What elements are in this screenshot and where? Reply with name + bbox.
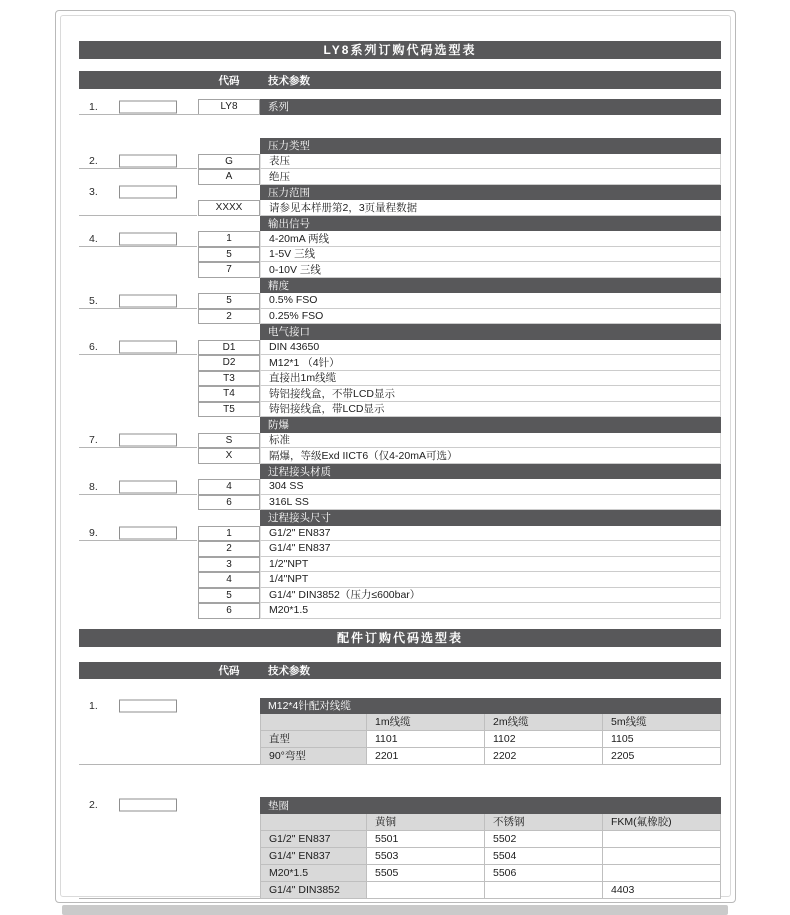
subtable-value-cell: 2205 — [603, 748, 721, 765]
subtable-value-cell — [367, 882, 485, 899]
subtable-value-cell: 2202 — [485, 748, 603, 765]
subtable-label-cell: 90°弯型 — [260, 748, 367, 765]
subtable-value-cell: 1105 — [603, 731, 721, 748]
option-code: 6 — [198, 603, 260, 619]
item-number: 2. — [89, 155, 98, 168]
code-entry-box — [119, 186, 177, 199]
code-entry-box — [119, 155, 177, 168]
option-code: S — [198, 433, 260, 449]
table2-column-header — [79, 662, 721, 679]
spacer — [79, 115, 721, 139]
table-row — [79, 309, 721, 325]
subtable-row — [79, 748, 721, 765]
table-row — [79, 138, 721, 154]
table-row — [79, 200, 721, 216]
table-row — [79, 278, 721, 294]
subtable-value-cell — [603, 831, 721, 848]
section-header: 输出信号 — [260, 216, 721, 232]
table-row — [79, 433, 721, 449]
item-number: 3. — [89, 186, 98, 199]
spacer — [79, 619, 721, 629]
subtable-row — [79, 882, 721, 899]
table-row — [79, 247, 721, 263]
option-text: G1/4" DIN3852（压力≤600bar） — [260, 588, 721, 604]
table-row — [79, 231, 721, 247]
section-header: 电气接口 — [260, 324, 721, 340]
option-text: M12*1 （4针） — [260, 355, 721, 371]
subtable-value-cell: 1102 — [485, 731, 603, 748]
table-row — [79, 154, 721, 170]
separator-line — [79, 898, 260, 899]
subtable-value-cell — [603, 848, 721, 865]
table-row — [79, 603, 721, 619]
accessory-group-row — [79, 797, 721, 814]
option-code: 1 — [198, 526, 260, 542]
option-code: XXXX — [198, 200, 260, 216]
option-text: 0.25% FSO — [260, 309, 721, 325]
code-entry-box — [119, 799, 177, 812]
option-text: 1/2"NPT — [260, 557, 721, 573]
item-number: 5. — [89, 294, 98, 307]
table-row — [79, 371, 721, 387]
option-text: 304 SS — [260, 479, 721, 495]
subtable-header-cell: 2m线缆 — [485, 714, 603, 731]
subtable-header-cell: 1m线缆 — [367, 714, 485, 731]
option-text: G1/4" EN837 — [260, 541, 721, 557]
document-page — [55, 10, 736, 903]
option-code: 1 — [198, 231, 260, 247]
section-header: 压力类型 — [260, 138, 721, 154]
column-header-params: 技术参数 — [268, 74, 310, 87]
option-code: 4 — [198, 479, 260, 495]
item-number: 2. — [89, 799, 98, 811]
table-row — [79, 216, 721, 232]
option-text: 0.5% FSO — [260, 293, 721, 309]
subtable-label-cell: 直型 — [260, 731, 367, 748]
option-code: 6 — [198, 495, 260, 511]
subtable-header-cell — [260, 814, 367, 831]
subtable-header-cell: 5m线缆 — [603, 714, 721, 731]
table-row — [79, 526, 721, 542]
code-entry-box — [119, 699, 177, 712]
option-text: 316L SS — [260, 495, 721, 511]
option-code: T4 — [198, 386, 260, 402]
option-code: G — [198, 154, 260, 170]
option-text: 铸铝接线盒，不带LCD显示 — [260, 386, 721, 402]
item-number: 8. — [89, 480, 98, 493]
option-code: LY8 — [198, 99, 260, 115]
separator-line — [79, 114, 260, 115]
item-number: 1. — [89, 100, 98, 113]
item-number: 6. — [89, 341, 98, 354]
option-text: 标准 — [260, 433, 721, 449]
table-row — [79, 99, 721, 115]
section-header: 压力范围 — [260, 185, 721, 201]
table-row — [79, 479, 721, 495]
subtable-row — [79, 731, 721, 748]
option-code: T5 — [198, 402, 260, 418]
table-row — [79, 293, 721, 309]
section-header: 过程接头尺寸 — [260, 510, 721, 526]
subtable-label-cell: G1/2" EN837 — [260, 831, 367, 848]
section-header: 过程接头材质 — [260, 464, 721, 480]
code-entry-box — [119, 480, 177, 493]
option-code: 5 — [198, 293, 260, 309]
code-entry-box — [119, 341, 177, 354]
option-code: 2 — [198, 541, 260, 557]
table-row — [79, 262, 721, 278]
table2-title: 配件订购代码选型表 — [79, 629, 721, 647]
option-code: X — [198, 448, 260, 464]
subtable-value-cell: 4403 — [603, 882, 721, 899]
option-code: 5 — [198, 247, 260, 263]
subtable-value-cell: 5503 — [367, 848, 485, 865]
item-number: 1. — [89, 699, 98, 712]
subtable-value-cell: 5501 — [367, 831, 485, 848]
separator-line — [79, 764, 260, 765]
column-header-params: 技术参数 — [268, 664, 310, 677]
subtable-value-cell: 5502 — [485, 831, 603, 848]
accessory-section-header: 垫圈 — [260, 797, 721, 814]
table-row — [79, 464, 721, 480]
option-code: 4 — [198, 572, 260, 588]
subtable-header-cell: FKM(氟橡胶) — [603, 814, 721, 831]
table-row — [79, 324, 721, 340]
subtable-header-cell: 不锈钢 — [485, 814, 603, 831]
option-text: 隔爆，等级Exd IICT6（仅4-20mA可选） — [260, 448, 721, 464]
option-text: G1/2" EN837 — [260, 526, 721, 542]
subtable-label-cell: M20*1.5 — [260, 865, 367, 882]
subtable-value-cell: 5506 — [485, 865, 603, 882]
table1-title: LY8系列订购代码选型表 — [79, 41, 721, 59]
option-text: 4-20mA 两线 — [260, 231, 721, 247]
table-row — [79, 510, 721, 526]
table-row — [79, 355, 721, 371]
table-row — [79, 169, 721, 185]
option-code: D1 — [198, 340, 260, 356]
option-code: T3 — [198, 371, 260, 387]
option-code: 5 — [198, 588, 260, 604]
subtable-value-cell — [485, 882, 603, 899]
code-entry-box — [119, 100, 177, 113]
option-text: 直接出1m线缆 — [260, 371, 721, 387]
item-number: 7. — [89, 434, 98, 447]
table-row — [79, 572, 721, 588]
table-row — [79, 386, 721, 402]
section-header: 防爆 — [260, 417, 721, 433]
option-text: 0-10V 三线 — [260, 262, 721, 278]
subtable-header-cell — [260, 714, 367, 731]
option-code: 7 — [198, 262, 260, 278]
section-header: 精度 — [260, 278, 721, 294]
table-row — [79, 185, 721, 201]
next-page-edge — [62, 905, 728, 915]
option-text: 1/4"NPT — [260, 572, 721, 588]
subtable-label-cell: G1/4" DIN3852 — [260, 882, 367, 899]
accessory-group-row — [79, 698, 721, 714]
option-text: 1-5V 三线 — [260, 247, 721, 263]
option-text: DIN 43650 — [260, 340, 721, 356]
option-text: 绝压 — [260, 169, 721, 185]
table-row — [79, 495, 721, 511]
section-header: 系列 — [260, 99, 721, 115]
option-text: 表压 — [260, 154, 721, 170]
table-row — [79, 541, 721, 557]
code-entry-box — [119, 434, 177, 447]
table-row — [79, 402, 721, 418]
option-code: 2 — [198, 309, 260, 325]
column-header-code: 代码 — [218, 74, 240, 87]
item-number: 4. — [89, 232, 98, 245]
subtable-value-cell: 5505 — [367, 865, 485, 882]
option-text: 铸铝接线盒，带LCD显示 — [260, 402, 721, 418]
table-row — [79, 588, 721, 604]
subtable-header-cell: 黄铜 — [367, 814, 485, 831]
column-header-code: 代码 — [218, 664, 240, 677]
table-row — [79, 557, 721, 573]
item-number: 9. — [89, 527, 98, 540]
page-content — [79, 41, 721, 899]
subtable-row — [79, 865, 721, 882]
code-entry-box — [119, 232, 177, 245]
subtable-header-row — [79, 814, 721, 831]
subtable-value-cell: 1101 — [367, 731, 485, 748]
option-text: M20*1.5 — [260, 603, 721, 619]
subtable-value-cell: 5504 — [485, 848, 603, 865]
subtable-row — [79, 848, 721, 865]
subtable-row — [79, 831, 721, 848]
option-text: 请参见本样册第2，3页量程数据 — [260, 200, 721, 216]
table1-column-header — [79, 71, 721, 89]
accessory-section-header: M12*4针配对线缆 — [260, 698, 721, 714]
option-code: D2 — [198, 355, 260, 371]
table-row — [79, 448, 721, 464]
subtable-value-cell: 2201 — [367, 748, 485, 765]
option-code: 3 — [198, 557, 260, 573]
table-row — [79, 417, 721, 433]
table-row — [79, 340, 721, 356]
spacer — [79, 765, 721, 797]
option-code: A — [198, 169, 260, 185]
subtable-value-cell — [603, 865, 721, 882]
code-entry-box — [119, 294, 177, 307]
subtable-label-cell: G1/4" EN837 — [260, 848, 367, 865]
subtable-header-row — [79, 714, 721, 731]
code-entry-box — [119, 527, 177, 540]
